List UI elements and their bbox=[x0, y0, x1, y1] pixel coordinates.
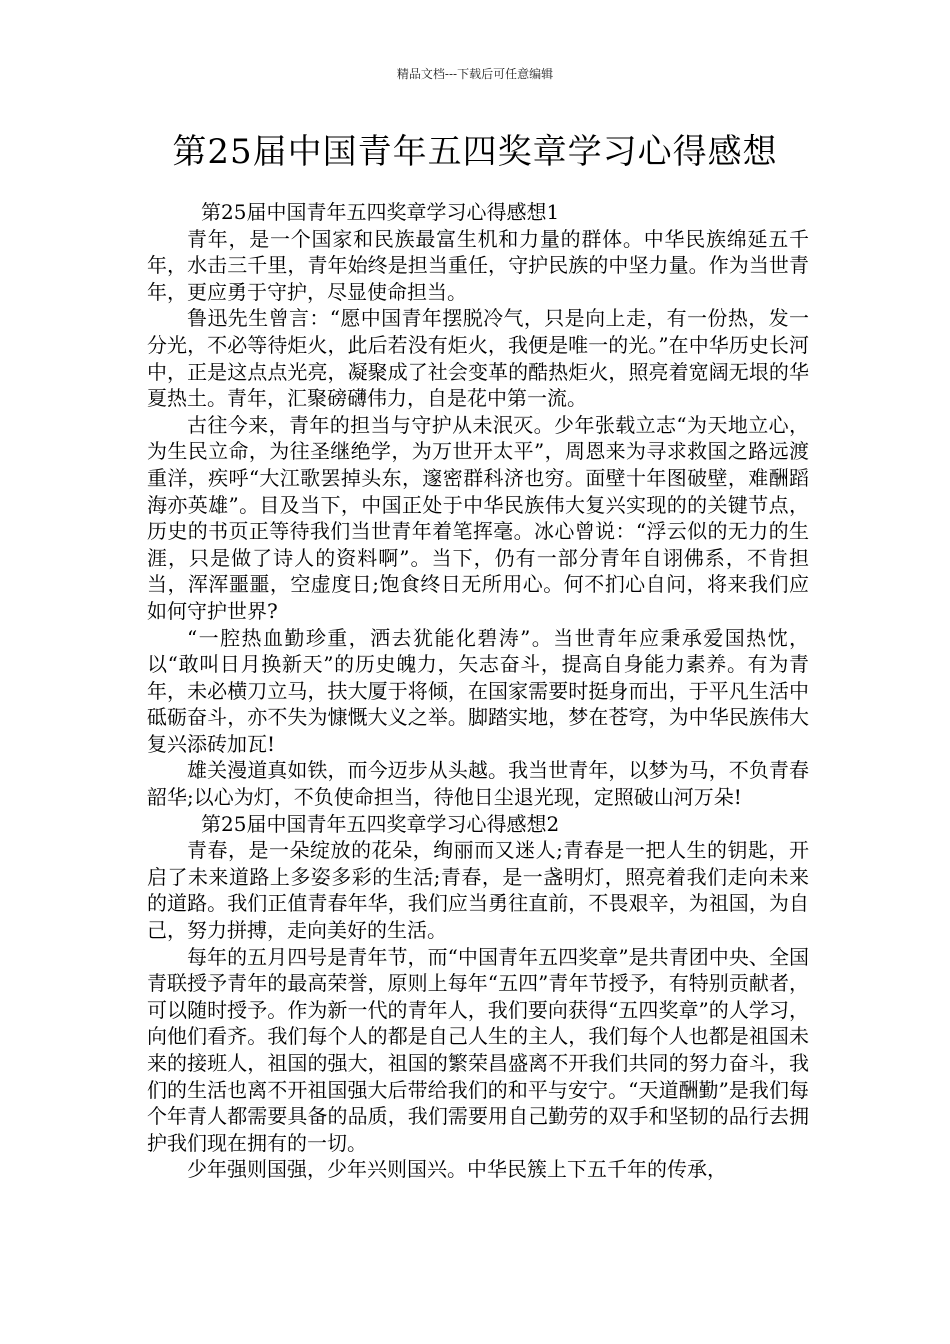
paragraph: 少年强则国强，少年兴则国兴。中华民簇上下五千年的传承， bbox=[187, 1157, 727, 1182]
paragraph: “一腔热血勤珍重，洒去犹能化碧涛”。当世青年应秉承爱国热忱，以“敢叫日月换新天”的历史魄力，矢志奋斗，提高自身能力素养。有为青年，未必横刀立马，扶大厦于将倾，在国家需要时挺身而出，于平凡生活中砥砺奋斗，亦不失为慷慨大义之举。脚踏实地，梦在苍穹，为中华民族伟大复兴添砖加瓦! bbox=[147, 625, 809, 756]
section-heading: 第25届中国青年五四奖章学习心得感想1 bbox=[201, 200, 560, 224]
paragraph: 鲁迅先生曾言：“愿中国青年摆脱冷气，只是向上走，有一份热，发一分光，不必等待炬火，此后若没有炬火，我便是唯一的光。”在中华历史长河中，正是这点点光亮，凝聚成了社会变革的酷热炬火，照亮着宽阔无垠的华夏热土。青年，汇聚磅礴伟力，自是花中第一流。 bbox=[147, 306, 809, 411]
paragraph: 雄关漫道真如铁，而今迈步从头越。我当世青年，以梦为马，不负青春韶华;以心为灯，不负使命担当，待他日尘退光现，定照破山河万朵! bbox=[147, 758, 809, 810]
paragraph: 古往今来，青年的担当与守护从未泯灭。少年张载立志“为天地立心，为生民立命，为往圣继绝学，为万世开太平”，周恩来为寻求救国之路远渡重洋，疾呼“大江歌罢掉头东，邃密群科济也穷。面壁十年图破壁，难酬蹈海亦英雄”。目及当下，中国正处于中华民族伟大复兴实现的的关键节点，历史的书页正等待我们当世青年着笔挥毫。冰心曾说：“浮云似的无力的生涯，只是做了诗人的资料啊”。当下，仍有一部分青年自诩佛系，不肯担当，浑浑噩噩，空虚度日;饱食终日无所用心。何不扪心自问，将来我们应如何守护世界? bbox=[147, 412, 809, 623]
paragraph: 青年，是一个国家和民族最富生机和力量的群体。中华民族绵延五千年，水击三千里，青年始终是担当重任，守护民族的中坚力量。作为当世青年，更应勇于守护，尽显使命担当。 bbox=[147, 226, 809, 304]
document-title: 第25届中国青年五四奖章学习心得感想 bbox=[172, 132, 778, 172]
header-note: 精品文档---下载后可任意编辑 bbox=[396, 67, 554, 81]
paragraph: 每年的五月四号是青年节，而“中国青年五四奖章”是共青团中央、全国青联授予青年的最高荣誉，原则上每年“五四”青年节授予，有特别贡献者，可以随时授予。作为新一代的青年人，我们要向获得“五四奖章”的人学习，向他们看齐。我们每个人的都是自己人生的主人，我们每个人也都是祖国未来的接班人，祖国的强大，祖国的繁荣昌盛离不开我们共同的努力奋斗，我们的生活也离不开祖国强大后带给我们的和平与安宁。“天道酬勤”是我们每个年青人都需要具备的品质，我们需要用自己勤劳的双手和坚韧的品行去拥护我们现在拥有的一切。 bbox=[147, 944, 809, 1155]
section-heading: 第25届中国青年五四奖章学习心得感想2 bbox=[201, 811, 560, 836]
paragraph: 青春，是一朵绽放的花朵，绚丽而又迷人;青春是一把人生的钥匙，开启了未来道路上多姿多彩的生活;青春，是一盏明灯，照亮着我们走向未来的道路。我们正值青春年华，我们应当勇往直前，不畏艰辛，为祖国，为自己，努力拼搏，走向美好的生活。 bbox=[147, 838, 809, 943]
document-body bbox=[147, 199, 809, 1183]
